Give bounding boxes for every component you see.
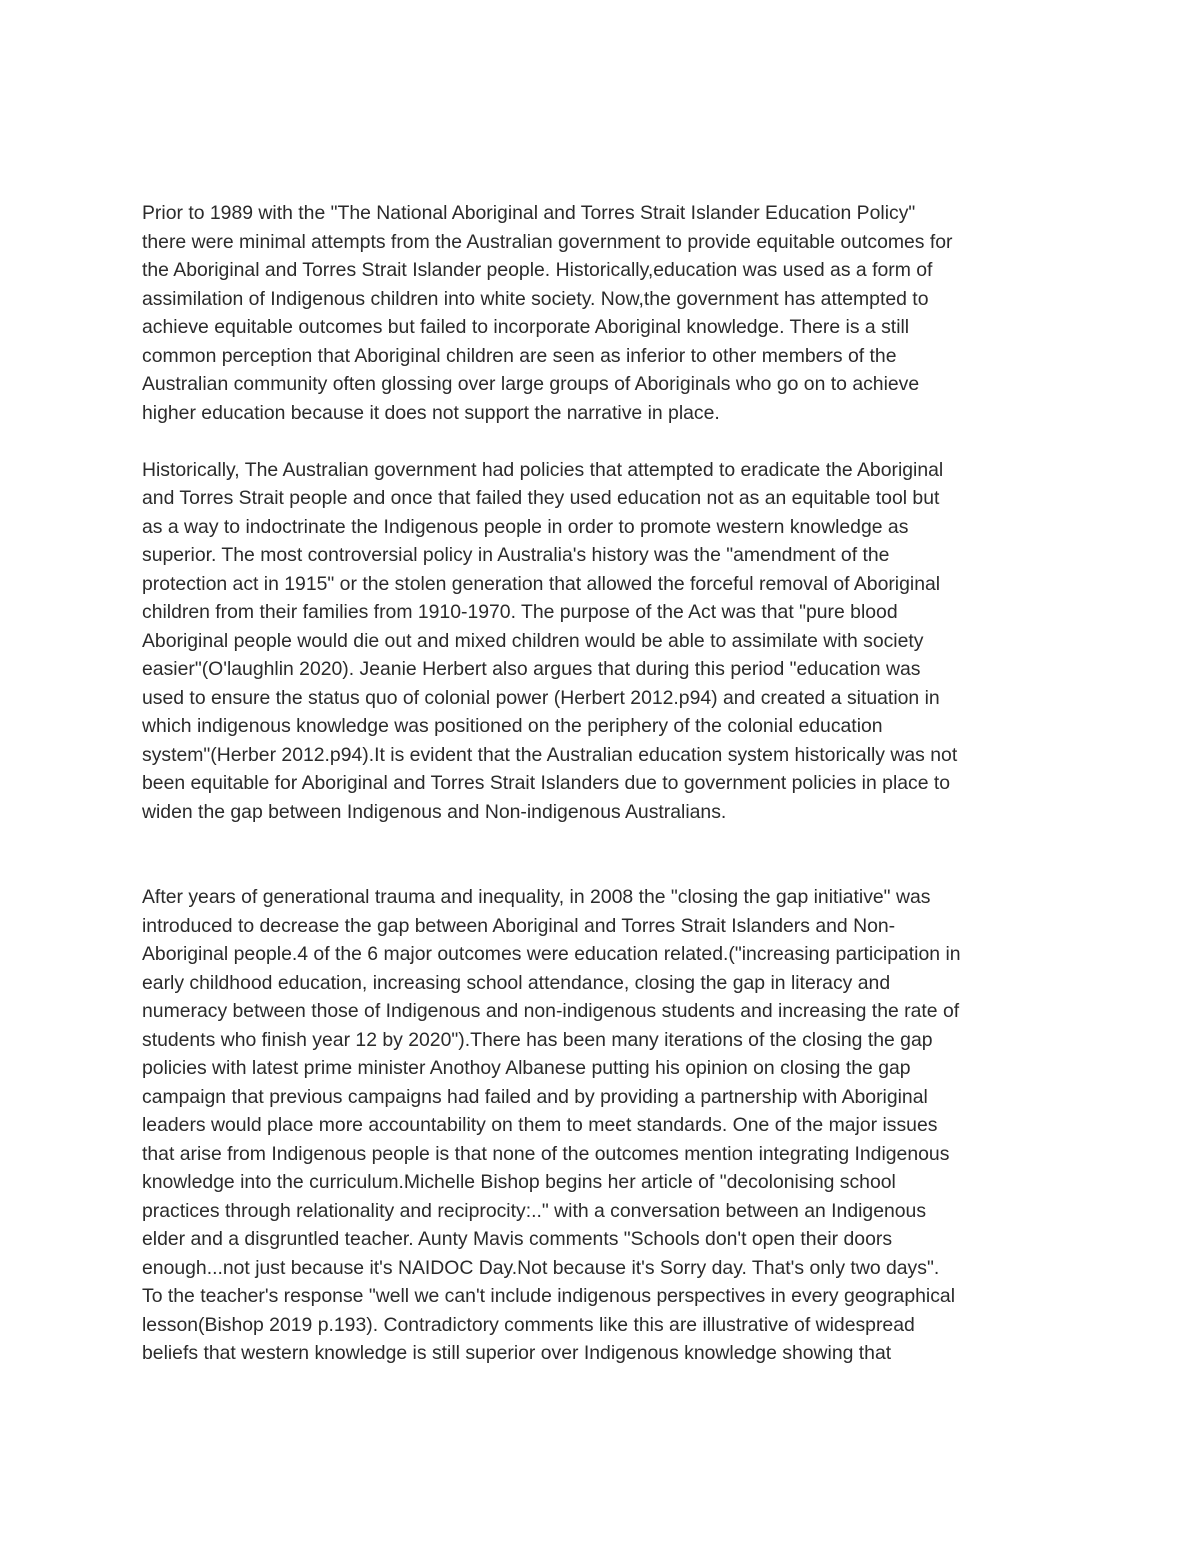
text-line: students who finish year 12 by 2020").There has been many iterations of the closing the gap (142, 1028, 933, 1051)
text-line: assimilation of Indigenous children into white society. Now,the government has attempted to (142, 287, 929, 310)
text-line: widen the gap between Indigenous and Non-indigenous Australians. (142, 800, 727, 823)
text-line: higher education because it does not support the narrative in place. (142, 401, 720, 424)
text-line: common perception that Aboriginal children are seen as inferior to other members of the (142, 344, 897, 367)
text-line: achieve equitable outcomes but failed to incorporate Aboriginal knowledge. There is a still (142, 316, 910, 338)
text-line: system"(Herber 2012.p94).It is evident that the Australian education system historically was not (142, 743, 958, 766)
text-line: campaign that previous campaigns had failed and by providing a partnership with Aboriginal (142, 1085, 928, 1108)
text-line: Aboriginal people.4 of the 6 major outcomes were education related.("increasing participation in (142, 943, 961, 965)
paragraph-spacer (142, 826, 1077, 883)
text-line: To the teacher's response "well we can't include indigenous perspectives in every geographical (142, 1285, 956, 1307)
text-line: numeracy between those of Indigenous and non-indigenous students and increasing the rate of (142, 1000, 960, 1022)
text-line: leaders would place more accountability on them to meet standards. One of the major issues (142, 1114, 938, 1136)
text-line: practices through relationality and reciprocity:.." with a conversation between an Indigenous (142, 1199, 927, 1222)
text-line: there were minimal attempts from the Australian government to provide equitable outcomes for (142, 230, 953, 253)
text-line: that arise from Indigenous people is that none of the outcomes mention integrating Indigenous (142, 1142, 950, 1165)
text-line: used to ensure the status quo of colonial power (Herbert 2012.p94) and created a situation in (142, 686, 940, 709)
text-line: policies with latest prime minister Anothoy Albanese putting his opinion on closing the gap (142, 1057, 911, 1079)
text-line: elder and a disgruntled teacher. Aunty Mavis comments "Schools don't open their doors (142, 1228, 893, 1250)
text-line: enough...not just because it's NAIDOC Day.Not because it's Sorry day. That's only two days". (142, 1256, 940, 1279)
text-line: lesson(Bishop 2019 p.193). Contradictory comments like this are illustrative of widespread (142, 1313, 915, 1336)
paragraph-1 (142, 199, 1077, 427)
paragraph-2 (142, 456, 1077, 827)
text-line: as a way to indoctrinate the Indigenous people in order to promote western knowledge as (142, 515, 909, 538)
text-line: been equitable for Aboriginal and Torres Strait Islanders due to government policies in place to (142, 772, 951, 794)
text-line: knowledge into the curriculum.Michelle Bishop begins her article of "decolonising school (142, 1171, 896, 1193)
paragraph-3 (142, 883, 1077, 1368)
text-line: early childhood education, increasing school attendance, closing the gap in literacy and (142, 971, 891, 994)
text-line: protection act in 1915" or the stolen generation that allowed the forceful removal of Aboriginal (142, 572, 941, 595)
text-line: After years of generational trauma and inequality, in 2008 the "closing the gap initiative" was (142, 886, 931, 908)
text-line: Prior to 1989 with the "The National Aboriginal and Torres Strait Islander Education Policy" (142, 202, 916, 224)
text-line: introduced to decrease the gap between Aboriginal and Torres Strait Islanders and Non- (142, 914, 896, 937)
text-line: Aboriginal people would die out and mixed children would be able to assimilate with society (142, 629, 924, 652)
text-line: and Torres Strait people and once that failed they used education not as an equitable tool but (142, 487, 940, 509)
text-line: children from their families from 1910-1970. The purpose of the Act was that "pure blood (142, 601, 898, 623)
text-line: easier"(O'laughlin 2020). Jeanie Herbert also argues that during this period "education was (142, 658, 921, 680)
text-line: which indigenous knowledge was positioned on the periphery of the colonial education (142, 715, 883, 737)
text-line: superior. The most controversial policy in Australia's history was the "amendment of the (142, 544, 890, 566)
text-line: Australian community often glossing over large groups of Aboriginals who go on to achieve (142, 373, 920, 395)
text-line: the Aboriginal and Torres Strait Islander people. Historically,education was used as a form of (142, 259, 933, 281)
text-line: beliefs that western knowledge is still superior over Indigenous knowledge showing that (142, 1342, 892, 1364)
text-line: Historically, The Australian government had policies that attempted to eradicate the Aboriginal (142, 458, 944, 481)
paragraph-spacer (142, 427, 1077, 456)
document-body (142, 199, 1077, 1368)
